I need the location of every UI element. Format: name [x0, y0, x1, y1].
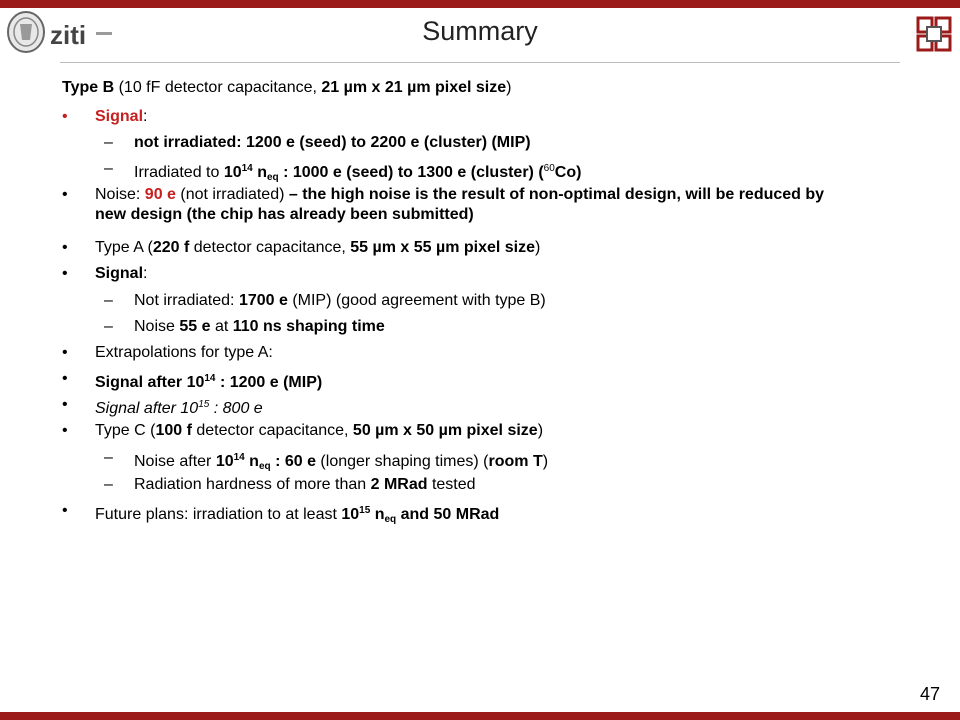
type-b-heading: Type B (10 fF detector capacitance, 21 µm x 21 µm pixel size)	[62, 79, 512, 96]
ziti-logo-text: ziti	[50, 20, 87, 50]
header-divider	[60, 62, 900, 63]
bullet-noise-b: • Noise: 90 e (not irradiated) – the high noise is the result of non-optimal design, will be reduced by new design (the chip has already been submitted)	[62, 186, 825, 223]
page-number: 47	[920, 684, 941, 704]
bottom-accent-bar	[0, 712, 960, 720]
top-accent-bar	[0, 0, 960, 8]
page-title: Summary	[422, 16, 538, 46]
institute-logo	[916, 16, 952, 52]
